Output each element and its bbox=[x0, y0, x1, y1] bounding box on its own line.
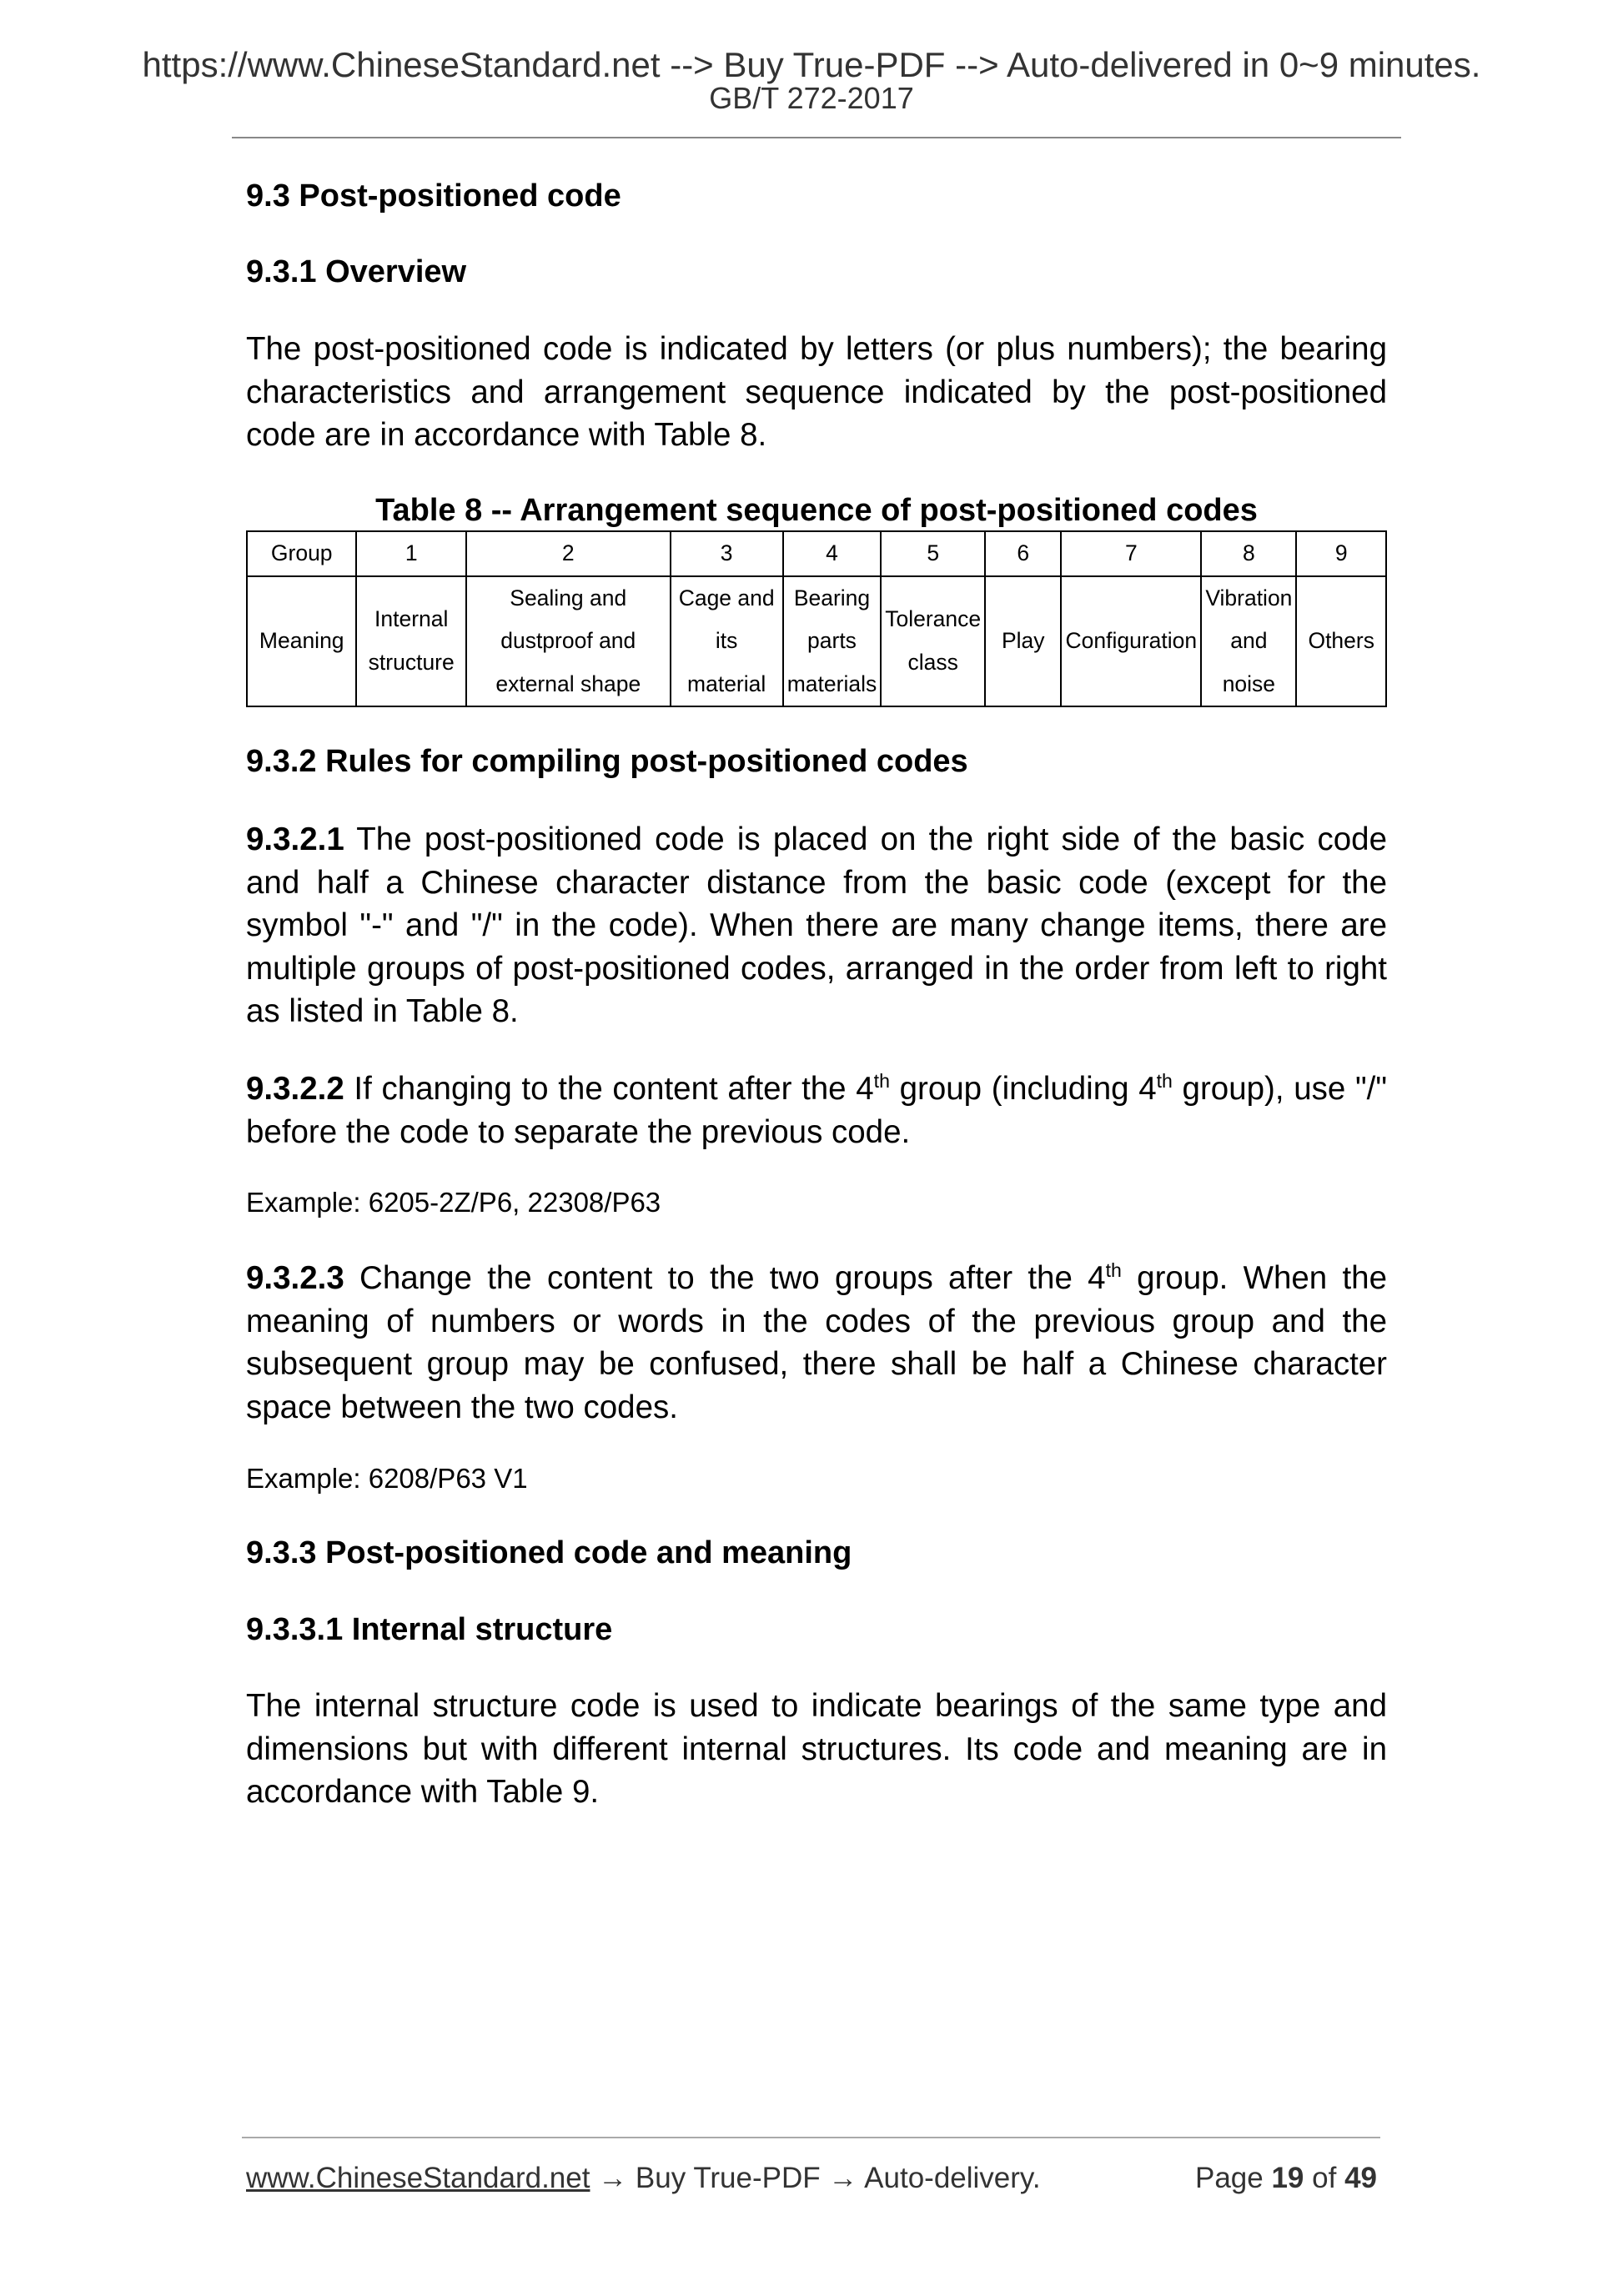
page-label: Page bbox=[1194, 2162, 1264, 2194]
page-total: 49 bbox=[1344, 2162, 1377, 2194]
table-row-meaning bbox=[247, 576, 1386, 707]
table-cell: 5 bbox=[881, 531, 985, 576]
clause-number: 9.3.2.2 bbox=[246, 1071, 344, 1107]
table-cell: 4 bbox=[783, 531, 882, 576]
clause-text: group (including 4 bbox=[889, 1071, 1157, 1107]
table-8-caption: Table 8 -- Arrangement sequence of post-positioned codes bbox=[375, 493, 1258, 528]
table-cell: Meaning bbox=[247, 576, 356, 707]
clause-text: Change the content to the two groups after the 4 bbox=[344, 1260, 1106, 1296]
table-cell: Group bbox=[247, 531, 356, 576]
table-cell: Others bbox=[1296, 576, 1386, 707]
ordinal-suffix: th bbox=[1156, 1070, 1173, 1093]
header-divider bbox=[232, 137, 1401, 138]
table-cell: 3 bbox=[671, 531, 783, 576]
footer-site-link[interactable]: www.ChineseStandard.net bbox=[246, 2162, 590, 2194]
table-cell: 2 bbox=[466, 531, 671, 576]
top-banner: https://www.ChineseStandard.net --> Buy True-PDF --> Auto-delivered in 0~9 minutes. bbox=[142, 45, 1481, 84]
page-indicator bbox=[1195, 2160, 1377, 2197]
table-cell: 1 bbox=[356, 531, 466, 576]
table-cell: 6 bbox=[985, 531, 1061, 576]
clause-text: If changing to the content after the 4 bbox=[344, 1071, 874, 1107]
ordinal-suffix: th bbox=[873, 1070, 890, 1093]
section-9-3-3-title: 9.3.3 Post-positioned code and meaning bbox=[246, 1535, 852, 1570]
section-9-3-title: 9.3 Post-positioned code bbox=[246, 178, 621, 214]
clause-text: The post-positioned code is placed on the right side of the basic code and half a Chinese character distance from the basic code (except for the symbol "-" and "/" in the code). When there are many change items, there are multiple groups of post-positioned codes, arranged in the order from left to right as listed in Table 8. bbox=[246, 821, 1387, 1029]
footer-tagline: → Buy True-PDF → Auto-delivery. bbox=[590, 2162, 1041, 2194]
table-cell: Tolerance class bbox=[881, 576, 985, 707]
rule-9-3-2-3 bbox=[246, 1257, 1387, 1429]
page-of: of bbox=[1312, 2162, 1337, 2194]
clause-number: 9.3.2.1 bbox=[246, 821, 344, 857]
example-2: Example: 6208/P63 V1 bbox=[246, 1463, 528, 1494]
example-1: Example: 6205-2Z/P6, 22308/P63 bbox=[246, 1187, 661, 1218]
table-8 bbox=[246, 530, 1387, 707]
page-current: 19 bbox=[1271, 2162, 1304, 2194]
table-row-group bbox=[247, 531, 1386, 576]
table-cell: Cage and its material bbox=[671, 576, 783, 707]
overview-paragraph: The post-positioned code is indicated by letters (or plus numbers); the bearing characteristics and arrangement sequence indicated by the post-positioned code are in accordance with Table 8. bbox=[246, 331, 1387, 453]
rule-9-3-2-2 bbox=[246, 1068, 1387, 1153]
section-9-3-2-title: 9.3.2 Rules for compiling post-positioned codes bbox=[246, 744, 968, 779]
footer-divider bbox=[242, 2137, 1380, 2138]
table-cell: Configuration bbox=[1061, 576, 1201, 707]
table-cell: Internal structure bbox=[356, 576, 466, 707]
page-footer bbox=[246, 2160, 1387, 2197]
table-cell: Bearing parts materials bbox=[783, 576, 882, 707]
rule-9-3-2-1 bbox=[246, 818, 1387, 1033]
table-cell: 9 bbox=[1296, 531, 1386, 576]
internal-structure-paragraph: The internal structure code is used to indicate bearings of the same type and dimensions but with different internal structures. Its code and meaning are in accordance with Table 9. bbox=[246, 1688, 1387, 1810]
standard-number: GB/T 272-2017 bbox=[709, 81, 914, 115]
table-cell: Vibration and noise bbox=[1201, 576, 1296, 707]
clause-text: group), use "/" before the code to separate the previous code. bbox=[246, 1071, 1387, 1150]
table-cell: Play bbox=[985, 576, 1061, 707]
section-9-3-3-1-title: 9.3.3.1 Internal structure bbox=[246, 1612, 613, 1647]
section-9-3-1-title: 9.3.1 Overview bbox=[246, 254, 467, 289]
clause-text: group. When the meaning of numbers or words in the codes of the previous group and the subsequent group may be confused, there shall be half a Chinese character space between the two codes. bbox=[246, 1260, 1387, 1425]
ordinal-suffix: th bbox=[1105, 1259, 1122, 1282]
table-cell: 8 bbox=[1201, 531, 1296, 576]
table-cell: 7 bbox=[1061, 531, 1201, 576]
table-cell: Sealing and dustproof and external shape bbox=[466, 576, 671, 707]
clause-number: 9.3.2.3 bbox=[246, 1260, 344, 1296]
